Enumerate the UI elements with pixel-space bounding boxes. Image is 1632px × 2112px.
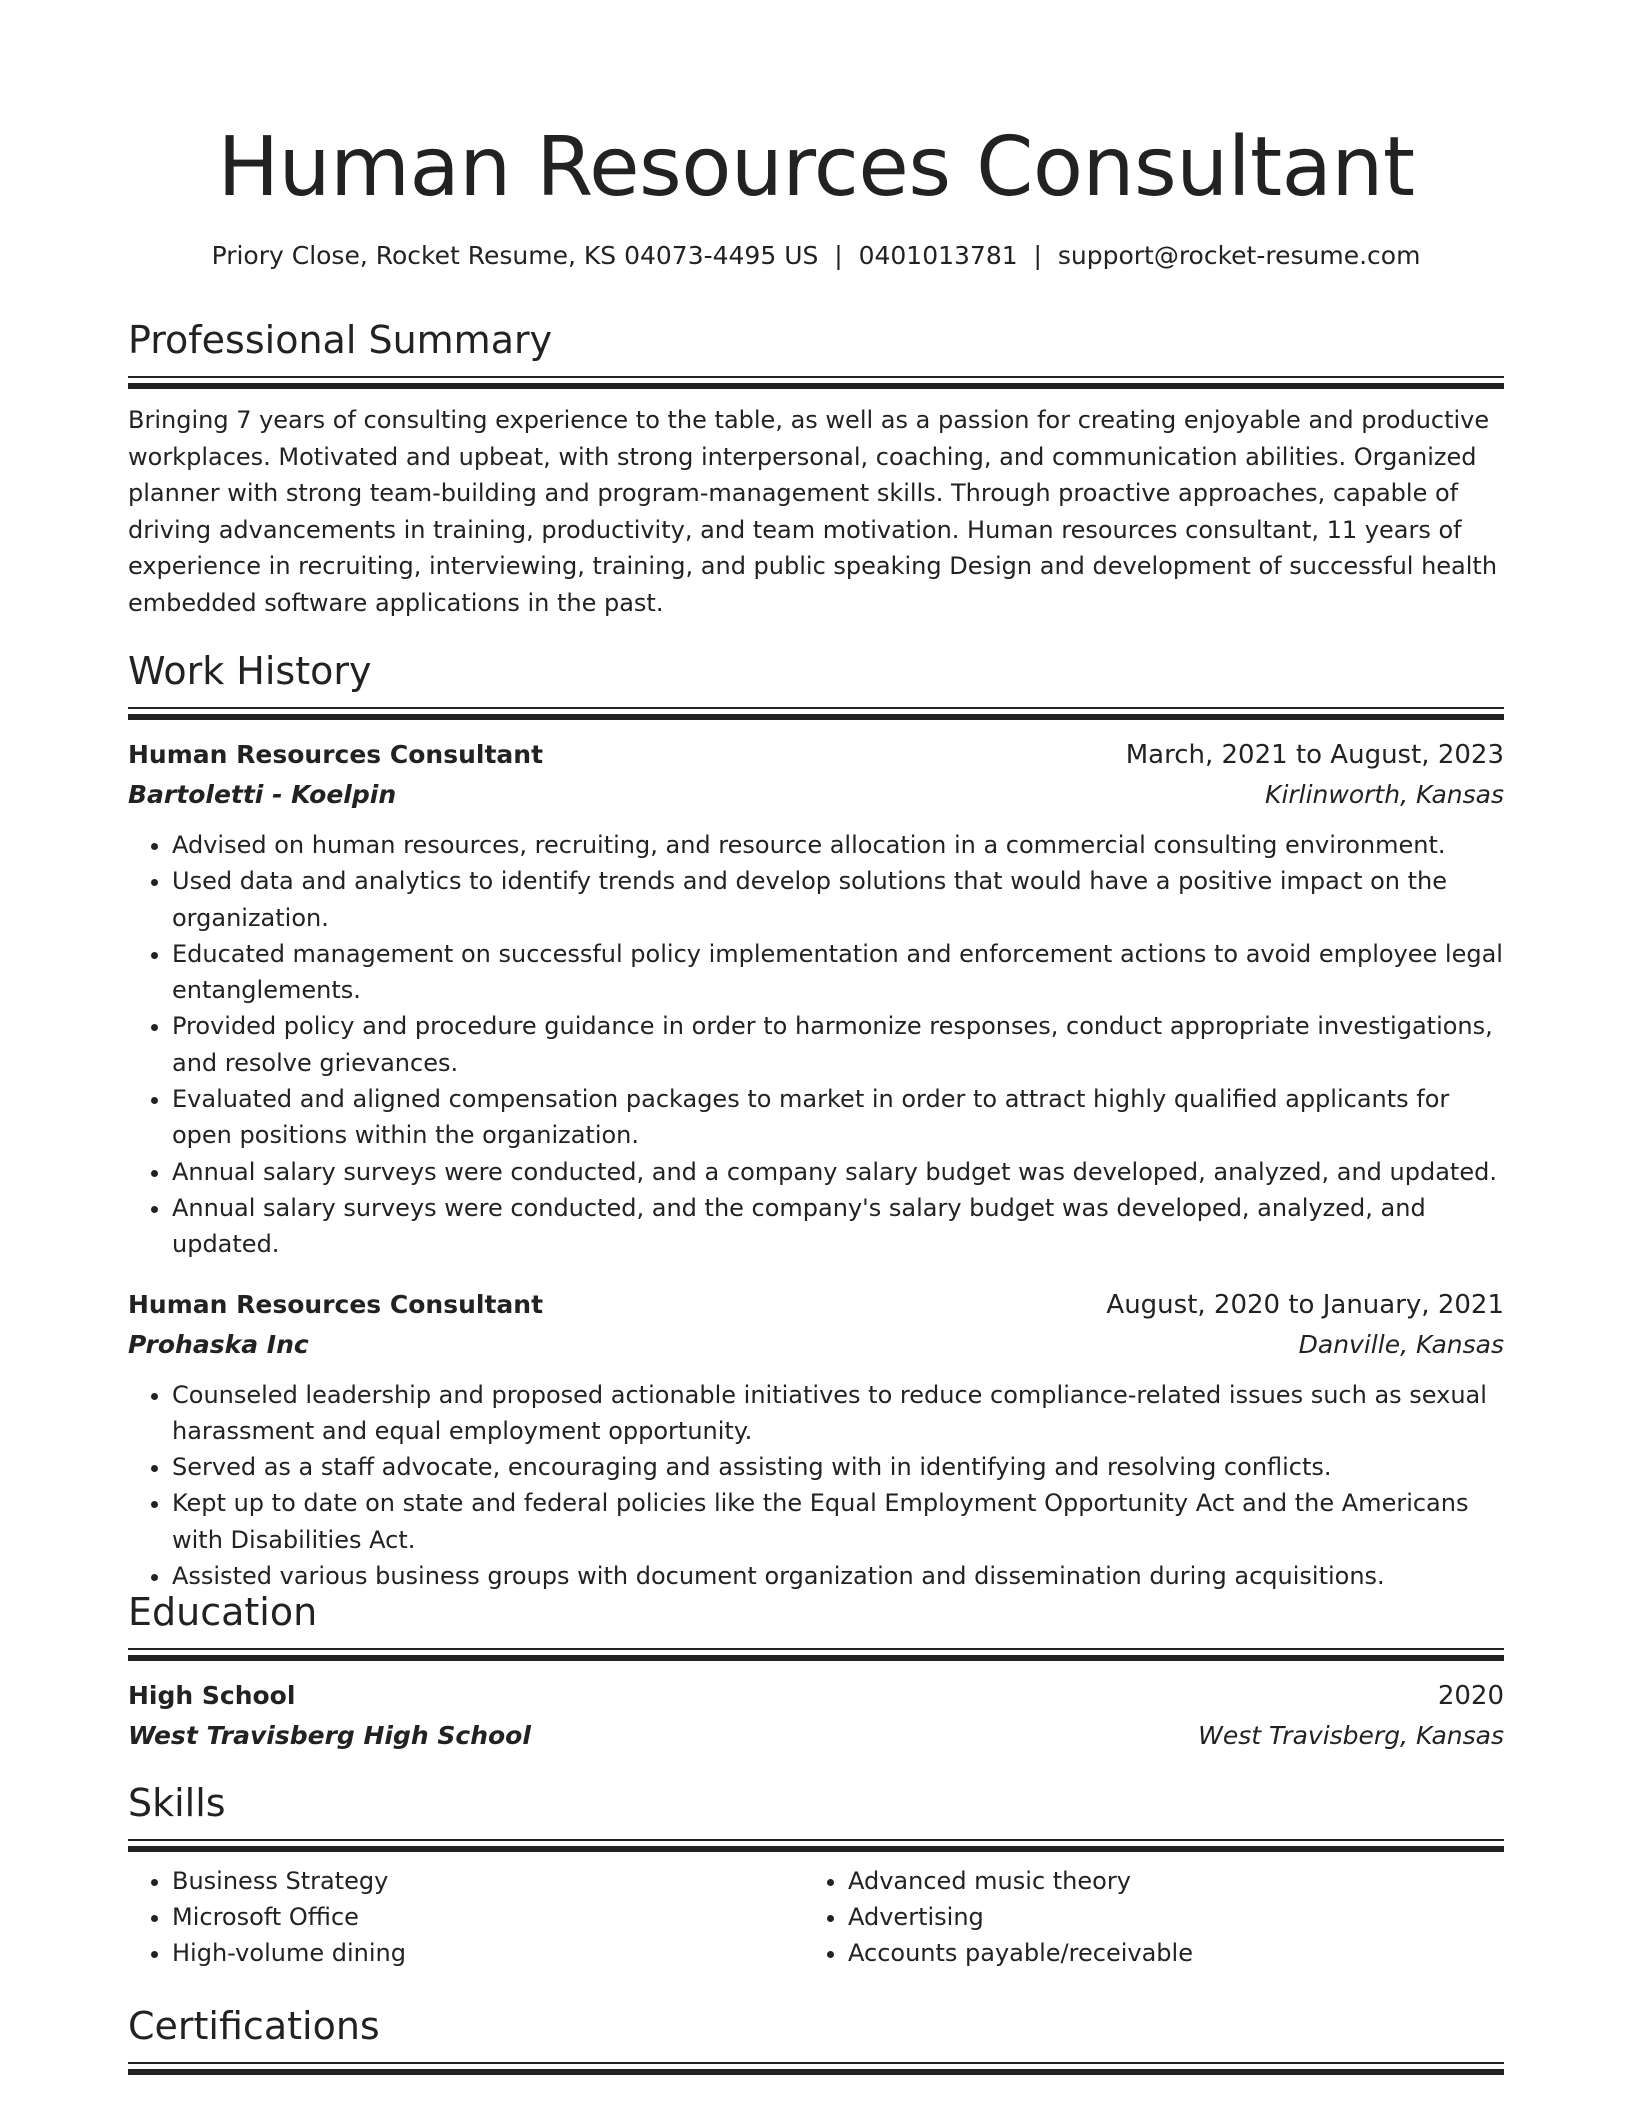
skill-item: • Microsoft Office (172, 1899, 804, 1935)
job-company: Prohaska Inc (128, 1329, 309, 1359)
skill-item: • High-volume dining (172, 1935, 804, 1971)
list-item: • Provided policy and procedure guidance in order to harmonize responses, conduct appropriate investigations, and resolve grievances. (172, 1008, 1504, 1081)
section-title-certifications: Certifications (128, 2004, 380, 2048)
resume-name-heading: Human Resources Consultant (217, 120, 1415, 215)
degree: High School (128, 1681, 296, 1710)
school-location: West Travisberg, Kansas (1198, 1721, 1504, 1750)
job-entry (128, 1285, 1504, 1595)
skills-grid (128, 1863, 1504, 1971)
section-title-summary: Professional Summary (128, 318, 553, 362)
list-item: • Annual salary surveys were conducted, and a company salary budget was developed, analyzed, and updated. (172, 1154, 1504, 1190)
job-bullets (128, 1377, 1504, 1595)
graduation-year: 2020 (1437, 1681, 1504, 1711)
skill-item: • Advanced music theory (848, 1863, 1480, 1899)
job-location: Kirlinworth, Kansas (1265, 780, 1504, 809)
skills-list-right (804, 1863, 1480, 1971)
skills-list-left (128, 1863, 804, 1971)
skill-item: • Accounts payable/receivable (848, 1935, 1480, 1971)
list-item: • Kept up to date on state and federal policies like the Equal Employment Opportunity Act and the Americans with Disabilities Act. (172, 1485, 1504, 1558)
list-item: • Annual salary surveys were conducted, and the company's salary budget was developed, analyzed, and updated. (172, 1190, 1504, 1263)
section-title-education: Education (128, 1590, 318, 1634)
list-item: • Evaluated and aligned compensation packages to market in order to attract highly qualified applicants for open positions within the organization. (172, 1081, 1504, 1154)
job-dates: August, 2020 to January, 2021 (1106, 1289, 1504, 1320)
summary-text: Bringing 7 years of consulting experience to the table, as well as a passion for creating enjoyable and productive workplaces. Motivated and upbeat, with strong interpersonal, coaching, and communication abilities. Organized planner with strong team-building and program-management skills. Through proactive approaches, capable of driving advancements in training, productivity, and team motivation. Human resources consultant, 11 years of experience in recruiting, interviewing, training, and public speaking Design and development of successful health embedded software applications in the past. (128, 406, 1498, 617)
certifications-section (128, 2000, 1504, 2074)
list-item: • Advised on human resources, recruiting, and resource allocation in a commercial consulting environment. (172, 827, 1504, 863)
section-divider (128, 376, 1504, 388)
list-item: • Educated management on successful policy implementation and enforcement actions to avoid employee legal entanglements. (172, 936, 1504, 1009)
section-title-work-history: Work History (128, 649, 372, 693)
list-item: • Used data and analytics to identify trends and develop solutions that would have a positive impact on the organization. (172, 863, 1504, 936)
section-divider (128, 1839, 1504, 1851)
job-title: Human Resources Consultant (128, 1289, 544, 1319)
section-divider (128, 707, 1504, 719)
list-item: • Assisted various business groups with document organization and dissemination during acquisitions. (172, 1558, 1504, 1594)
section-divider (128, 1648, 1504, 1660)
job-bullets (128, 827, 1504, 1263)
list-item: • Served as a staff advocate, encouraging and assisting with in identifying and resolving conflicts. (172, 1449, 1504, 1485)
job-entry (128, 735, 1504, 1263)
summary-section (128, 314, 1504, 621)
job-company: Bartoletti - Koelpin (128, 780, 397, 809)
job-location: Danville, Kansas (1298, 1329, 1504, 1359)
work-history-section (128, 645, 1504, 1594)
skill-item: • Advertising (848, 1899, 1480, 1935)
job-dates: March, 2021 to August, 2023 (1125, 740, 1504, 770)
contact-line: Priory Close, Rocket Resume, KS 04073-4495 US | 0401013781 | support@rocket-resume.com (211, 241, 1421, 270)
education-section (128, 1586, 1504, 1756)
skill-item: • Business Strategy (172, 1863, 804, 1899)
list-item: • Counseled leadership and proposed actionable initiatives to reduce compliance-related issues such as sexual harassment and equal employment opportunity. (172, 1377, 1504, 1450)
section-divider (128, 2062, 1504, 2074)
job-title: Human Resources Consultant (128, 740, 544, 769)
school-name: West Travisberg High School (128, 1721, 531, 1750)
skills-section (128, 1777, 1504, 1971)
section-title-skills: Skills (128, 1781, 226, 1825)
